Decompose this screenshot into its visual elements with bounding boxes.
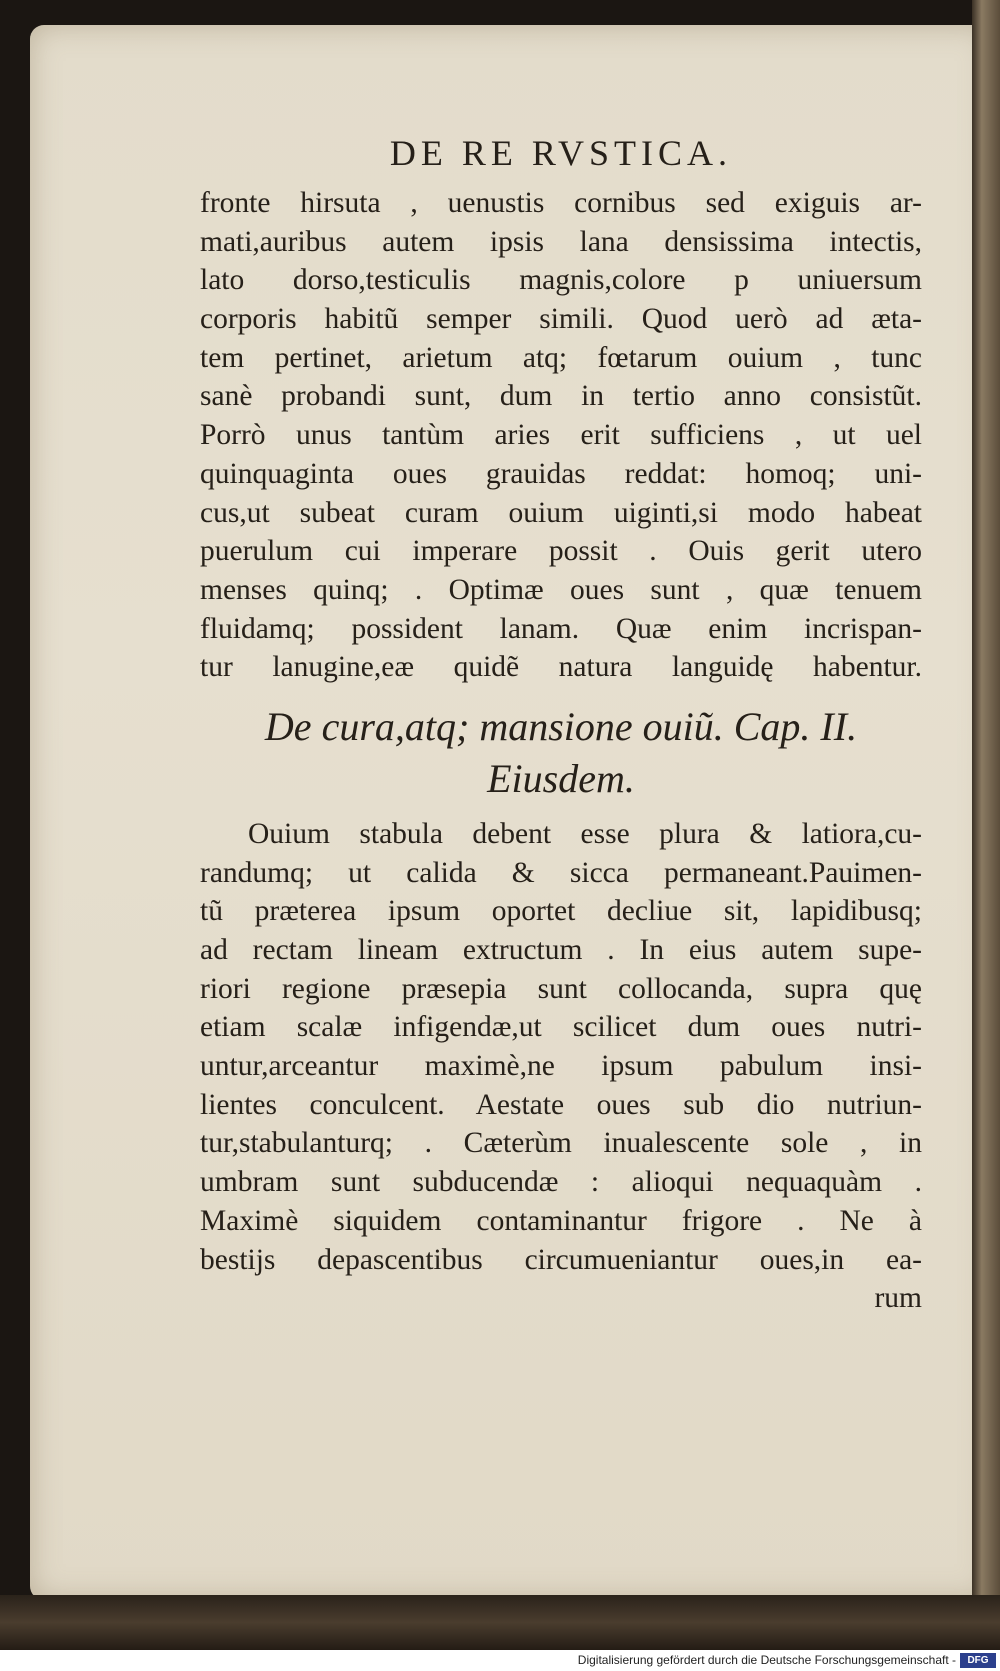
paragraph-2	[200, 815, 922, 1318]
text-line: cus,ut subeat curam ouium uiginti,si modo habeat	[200, 496, 922, 529]
book-fore-edge	[972, 0, 1000, 1650]
text-line: umbram sunt subducendæ : alioqui nequaquàm .	[200, 1166, 922, 1199]
text-line: lientes conculcent. Aestate oues sub dio nutriun-	[200, 1088, 922, 1121]
text-line: randumq; ut calida & sicca permaneant.Pauimen-	[200, 856, 922, 889]
text-line: Porrò unus tantùm aries erit sufficiens , ut uel	[200, 419, 922, 452]
text-block	[200, 130, 922, 1318]
text-line: fluidamq; possident lanam. Quæ enim incrispan-	[200, 612, 922, 645]
chapter-heading	[200, 701, 922, 805]
text-line: fronte hirsuta , uenustis cornibus sed exiguis ar-	[200, 187, 922, 219]
chapter-title: De cura,atq; mansione ouiũ. Cap. II.	[264, 703, 858, 749]
paragraph-1	[200, 184, 922, 687]
text-line: sanè probandi sunt, dum in tertio anno consistũt.	[200, 380, 922, 413]
text-line: bestijs depascentibus circumueniantur oues,in ea-	[200, 1243, 922, 1276]
text-line: tur lanugine,eæ quidẽ natura languidę habentur.	[200, 651, 922, 684]
catchword: rum	[874, 1282, 922, 1315]
text-line: Maximè siquidem contaminantur frigore . Ne à	[200, 1204, 922, 1237]
text-line: mati,auribus autem ipsis lana densissima intectis,	[200, 225, 922, 258]
text-line: ad rectam lineam extructum . In eius autem supe-	[200, 934, 922, 966]
text-line: quinquaginta oues grauidas reddat: homoq; uni-	[200, 457, 922, 490]
text-line: Ouium stabula debent esse plura & latiora,cu-	[248, 817, 922, 850]
dfg-logo: DFG	[960, 1653, 996, 1668]
text-line: corporis habitũ semper simili. Quod uerò ad æta-	[200, 303, 922, 336]
text-line: etiam scalæ infigendæ,ut scilicet dum oues nutri-	[200, 1011, 922, 1044]
running-head: DE RE RVSTICA.	[389, 133, 733, 173]
digitization-footer	[0, 1650, 1000, 1671]
text-line: riori regione præsepia sunt collocanda, supra quę	[200, 972, 922, 1005]
text-line: lato dorso,testiculis magnis,colore p uniuersum	[200, 264, 922, 297]
text-line: tur,stabulanturq; . Cæterùm inualescente sole , in	[200, 1127, 922, 1160]
text-line: menses quinq; . Optimæ oues sunt , quæ tenuem	[200, 573, 922, 606]
funding-credit: Digitalisierung gefördert durch die Deutsche Forschungsgemeinschaft -	[577, 1653, 956, 1667]
text-line: tũ præterea ipsum oportet decliue sit, lapidibusq;	[200, 895, 922, 928]
text-line: puerulum cui imperare possit . Ouis gerit utero	[200, 535, 922, 568]
text-line: tem pertinet, arietum atq; fœtarum ouium , tunc	[200, 341, 922, 374]
chapter-subtitle: Eiusdem.	[487, 755, 635, 801]
text-line: untur,arceantur maximè,ne ipsum pabulum insi-	[200, 1050, 922, 1083]
book-bottom-edge	[0, 1595, 1000, 1650]
